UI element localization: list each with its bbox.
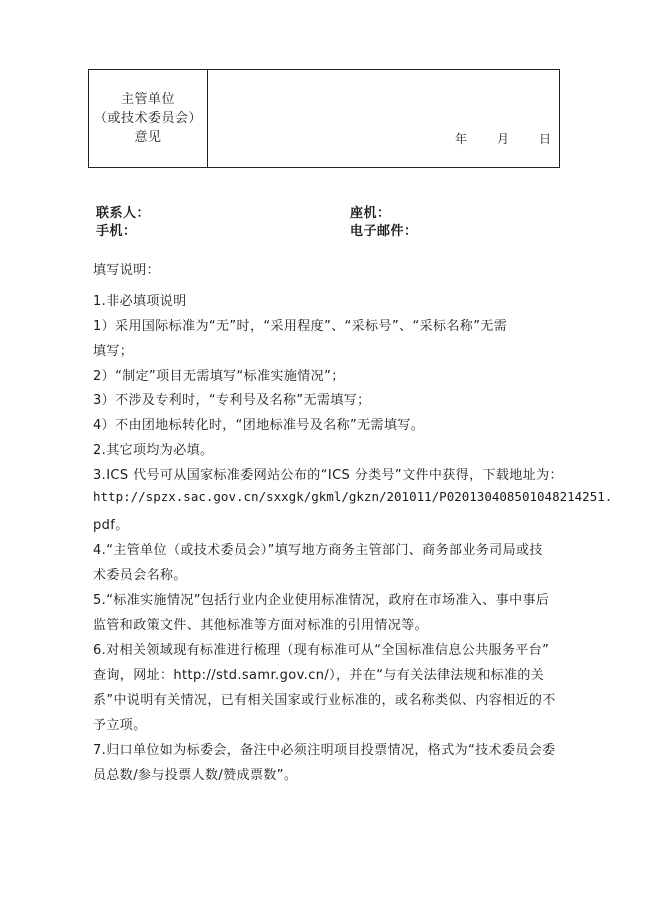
contact-person-label: 联系人： <box>96 206 151 221</box>
opinion-label-line1: 主管单位 <box>120 92 175 107</box>
instruction-line: 6.对相关领域现有标准进行梳理（现有标准可从“全国标准信息公共服务平台” <box>93 643 550 658</box>
instruction-line: 7.归口单位如为标委会，备注中必须注明项目投票情况，格式为“技术委员会委 <box>93 743 556 758</box>
instruction-line: 系”中说明有关情况，已有相关国家或行业标准的，或名称类似、内容相近的不 <box>93 693 556 708</box>
email-label: 电子邮件： <box>350 224 418 239</box>
instruction-line: 2.其它项均为必填。 <box>93 443 214 458</box>
instruction-line: 监管和政策文件、其他标准等方面对标准的引用情况等。 <box>93 618 429 633</box>
instruction-line: 填写； <box>93 344 134 359</box>
instruction-line: 员总数/参与投票人数/赞成票数”。 <box>93 768 298 783</box>
mobile-label: 手机： <box>96 224 137 239</box>
instruction-line: 4）不由团地标转化时，“团地标准号及名称”无需填写。 <box>93 418 425 433</box>
instruction-line: 1.非必填项说明 <box>93 294 187 309</box>
landline-label: 座机： <box>350 206 391 221</box>
date-day-label: 日 <box>538 132 551 146</box>
instruction-line: 4.“主管单位（或技术委员会）”填写地方商务主管部门、商务部业务司局或技 <box>93 543 543 558</box>
instruction-line: 术委员会名称。 <box>93 568 187 583</box>
opinion-label-cell <box>89 70 208 167</box>
instruction-line: 2）“制定”项目无需填写“标准实施情况”； <box>93 369 345 384</box>
date-month-label: 月 <box>496 132 509 146</box>
date-row <box>455 130 551 147</box>
date-year-label: 年 <box>454 132 467 146</box>
instruction-line: 3）不涉及专利时，“专利号及名称”无需填写； <box>93 393 371 408</box>
opinion-label-line2: （或技术委员会） <box>93 111 202 126</box>
opinion-table <box>88 69 560 168</box>
instruction-line: 5.“标准实施情况”包括行业内企业使用标准情况，政府在市场准入、事中事后 <box>93 593 550 608</box>
opinion-label-line3: 意见 <box>134 130 162 145</box>
instruction-line: 予立项。 <box>93 718 147 733</box>
instruction-line: 3.ICS 代号可从国家标准委网站公布的“ICS 分类号”文件中获得，下载地址为： <box>93 468 563 483</box>
instruction-line: 1）采用国际标准为“无”时，“采用程度”、“采标号”、“采标名称”无需 <box>93 319 508 334</box>
instruction-line: pdf。 <box>93 518 129 533</box>
instructions-title: 填写说明： <box>93 263 161 278</box>
instruction-line: 查询，网址：http://std.samr.gov.cn/），并在“与有关法律法规和标准的关 <box>93 668 545 683</box>
ics-download-url: http://spzx.sac.gov.cn/sxxgk/gkml/gkzn/201011/P020130408501048214251. <box>93 489 613 504</box>
